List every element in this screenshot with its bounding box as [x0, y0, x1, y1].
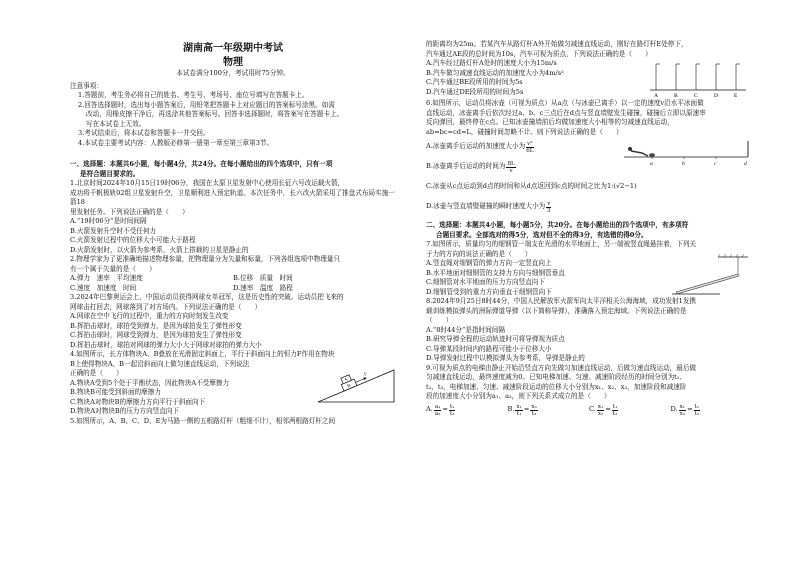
- q6-option-a-text: A.冰壶离手后运动的加速度大小为: [426, 142, 526, 151]
- notes-heading: 注意事项：: [70, 81, 103, 90]
- q8-option-b: B.研究导弹全程的运动轨迹时可将导弹视为质点: [426, 335, 565, 343]
- q6-option-a-fraction: [526, 141, 533, 154]
- q6-line: 6.如图所示，运动员将冰壶（可视为质点）从a点（与冰壶已离手）以一定的速度v沿水平冰面做: [426, 99, 704, 107]
- q2-option-c: C.速度 加速度 时间: [70, 283, 137, 292]
- q1-option-a: A.“19时06分”是时间间隔: [70, 217, 147, 225]
- q8-option-d: D.导弹发射过程中以模拟弹头为参考系，导弹是静止的: [426, 354, 585, 362]
- q6-option-c-text: C.冰壶从c点运动到d点的时间和从d点返回到c点的时间之比为1:(√2−1): [426, 182, 637, 191]
- q4-option-c: C.物块A对物块B的摩擦力方向平行于斜面向下: [70, 397, 206, 406]
- q5-line: 的距离均为25m。若某汽车从路灯杆A外开始做匀减速直线运动，刚好在路灯杆E处停下，: [426, 40, 688, 48]
- q4-line: 正确的是（ ）: [70, 369, 123, 377]
- steel-pipe-figure: [672, 254, 750, 298]
- numerator: t₁: [449, 403, 455, 410]
- fraction-left: [597, 404, 604, 417]
- left-column: [70, 40, 396, 426]
- q5-option-d: D.汽车通过DE段所用的时间为5s: [426, 87, 524, 96]
- q6-option-c: [426, 177, 752, 197]
- q9-options: [426, 404, 752, 417]
- q2-option-d: D.速率 温度 路程: [233, 283, 293, 292]
- note-item: 3.考试结束后，将本试卷和答题卡一并交回。: [78, 129, 210, 137]
- q6-line: 直线运动，冰壶离手后依次经过a、b、c三点后在d点与竖直墙壁发生碰撞，碰撞后立即以原速率: [426, 108, 706, 117]
- q4-option-d: D.物块A对物块B的压力方向竖直向下: [70, 407, 180, 415]
- pole-label: E: [734, 93, 738, 99]
- q3-option-b: B.挥拍击球时，球拍受到弹力，是因为球拍发生了弹性形变: [70, 321, 242, 330]
- q9-option-b: [508, 404, 590, 417]
- q5-option-a: A.汽车经过路灯杆A处时的速度大小为15m/s: [426, 59, 557, 67]
- denominator: v: [509, 167, 513, 174]
- fraction-right: [612, 404, 619, 417]
- q5-option-c: C.汽车通过BE段所用的时间为5s: [426, 78, 523, 86]
- q3-option-d: D.挥拍击球时，球拍对网球的弹力大小大于网球对球拍的弹力大小: [70, 340, 262, 349]
- denominator: 3: [547, 207, 551, 214]
- note-item: 改动，用橡皮擦干净后，再选涂其他答案标号。回答非选择题时，将答案写在答题卡上。: [86, 110, 344, 118]
- point-label: b: [682, 161, 685, 167]
- curling-stone: [649, 153, 655, 157]
- note-item: 4.本试卷主要考试内容：人教版必修第一册第一章至第三章第3节。: [78, 138, 274, 147]
- exam-subject: 物理: [223, 57, 243, 68]
- q4-option-a: A.物块A受到5个处于平衡状态，因此物块A不受摩擦力: [70, 378, 230, 387]
- q1-line: 成功将千帆极轨02组卫星发射升空，卫星顺利进入预定轨道。本次任务中，长六改火箭采用了推盘式布局实施一箭18: [70, 188, 395, 206]
- option-label: A.: [426, 405, 433, 414]
- curling-figure: [622, 139, 752, 169]
- question-9: [426, 364, 752, 417]
- q7-option-b: B.水平地面对细钢管的支持力方向与细钢管垂直: [426, 268, 565, 277]
- q8-line: 8.2024年9月25日8时44分，中国人民解放军火箭军向太平洋相关公海海域，成功发射1发携: [426, 297, 697, 305]
- numerator: 8L: [507, 160, 515, 167]
- q2-line: 有一个属于矢量的是（ ）: [70, 264, 156, 273]
- q3-option-a: A.网球在空中飞行的过程中，重力的方向时刻发生改变: [70, 312, 229, 320]
- q6-line: ab=bc=cd=L，碰撞时间忽略不计。则下列说法正确的是（ ）: [426, 127, 623, 136]
- denominator: t₃: [531, 410, 537, 417]
- option-label: C.: [589, 405, 596, 414]
- q6-option-b-text: B.冰壶离手后运动的时间为: [426, 162, 506, 171]
- steel-pipe: [676, 274, 739, 294]
- equals-sign: =: [523, 405, 530, 414]
- equals-sign: =: [687, 405, 693, 414]
- question-8: [426, 297, 752, 364]
- q7-line: 于力的方向的说法正确的是（ ）: [426, 249, 532, 258]
- q4-option-b: B.物块B可能受到斜面的摩擦力: [70, 388, 161, 396]
- q2-options: [70, 274, 396, 293]
- numerator: t₁: [612, 403, 618, 410]
- option-label: B.: [507, 405, 515, 414]
- q9-option-c: [589, 404, 671, 417]
- question-4: [70, 350, 396, 417]
- q3-line: 网球击打回去，网球落到了对方场内。下列说法正确的是（ ）: [70, 302, 262, 311]
- q9-option-a: [426, 404, 508, 417]
- fraction-left: [515, 404, 522, 417]
- lamp-poles: [656, 64, 740, 90]
- question-1: [70, 179, 396, 255]
- denominator: x₃: [679, 410, 686, 417]
- notes: [70, 82, 396, 149]
- q8-line: 载训练模拟弹头的洲际弹道导弹（以下简称导弹），准确落入预定海域。下列说法正确的是: [426, 306, 687, 315]
- q3-line: 3.2024年巴黎奥运会上，中国运动员获得网球女单冠军，这是历史性的突破。运动员把飞来的: [70, 293, 344, 301]
- point-label: c: [714, 161, 717, 167]
- numerator: x₁: [597, 403, 604, 410]
- fraction-right: [694, 404, 701, 417]
- numerator: t₁: [694, 403, 700, 410]
- note-item: 1.答题前，考生务必将自己的姓名、考生号、考场号、座位号填写在答题卡上。: [78, 91, 309, 99]
- q1-option-c: C.火箭发射过程中的位移大小可能大于路程: [70, 236, 196, 244]
- section2-heading-2: 合题目要求。全部选对的得5分，选对但不全的得3分，有选错的得0分。: [436, 230, 648, 239]
- q6-option-d-text: D.冰壶与竖直墙壁碰撞的瞬时速度大小为: [426, 202, 546, 211]
- denominator: t₃: [449, 410, 455, 417]
- question-5: [426, 40, 752, 97]
- equals-sign: =: [442, 405, 448, 414]
- label-b: B: [346, 382, 352, 389]
- numerator: a₁: [434, 403, 441, 410]
- incline-figure: [316, 364, 396, 404]
- fraction-right: [449, 404, 456, 417]
- exam-info: 本试卷满分100分，考试用时75分钟。: [176, 69, 290, 77]
- note-item: 2.回答选择题时，选出每小题答案后，用铅笔把答题卡上对应题目的答案标号涂黑。如需: [78, 100, 335, 109]
- fraction-left: [434, 404, 442, 417]
- q4-line: B上使得物块A、B一起沿斜面向上做匀速直线运动，下列说法: [70, 359, 250, 368]
- denominator: 6L: [526, 147, 534, 154]
- q2-line: 2.物理学家为了更准确地描述物理参量，把物理量分为矢量和标量，下列各组选项中物理量只: [70, 255, 341, 263]
- q2-option-a: A.弹力 速率 平均速度: [70, 274, 143, 282]
- question-5-start: [70, 417, 396, 427]
- q9-line: 匀减速直线运动，最终速度减为0。已知电梯加速、匀速、减速阶段经历的时间分别为t₁、: [426, 373, 687, 381]
- pole-label: D: [714, 93, 718, 99]
- label-a: A: [343, 376, 349, 383]
- note-item: 写在本试卷上无效。: [86, 119, 146, 128]
- numerator: x₁: [516, 403, 522, 410]
- q5-option-b: B.汽车做匀减速直线运动的加速度大小为4m/s²: [426, 68, 564, 77]
- q1-option-d: D.火箭发射时，以火箭为参考系，火箭上搭载的卫星是静止的: [70, 245, 249, 254]
- q7-option-d: D.细钢管受到的重力方向垂直于细钢管向下: [426, 287, 552, 296]
- denominator: t₁: [516, 410, 522, 417]
- section1-heading: 一、选择题：本题共6小题，每小题4分，共24分。在每小题给出的四个选项中，只有一项: [70, 160, 333, 168]
- right-column: [426, 40, 752, 417]
- q2-option-b: B.位移 质量 时间: [233, 274, 293, 282]
- q5-line: 5.如图所示，A、B、C、D、E为马路一侧的五根路灯杆（粗细不计），相邻两根路灯杆之间: [70, 416, 336, 425]
- fraction-right: [530, 404, 537, 417]
- q8-option-a: A.“8时44分”是指时间间隔: [426, 325, 505, 334]
- q4-line: 4.如图所示，长方体物块A、B叠放在光滑固定斜面上，平行于斜面向上的恒力F作用在物块: [70, 350, 335, 358]
- option-label: D.: [670, 405, 678, 414]
- q6-option-d-fraction: [546, 201, 551, 214]
- fraction-left: [679, 404, 686, 417]
- pole-label: B: [674, 93, 678, 99]
- numerator: x₁: [679, 403, 686, 410]
- pole-label: A: [654, 93, 658, 99]
- point-label: a: [650, 161, 653, 167]
- athlete-body: [631, 151, 648, 156]
- q1-option-b: B.火箭发射升空时不受任何力: [70, 226, 157, 235]
- question-6: [426, 99, 752, 217]
- denominator: t₂: [612, 410, 618, 417]
- q1-line: 里发射任务。下列说法正确的是（ ）: [70, 207, 189, 216]
- q8-line: （ ）: [426, 316, 453, 324]
- exam-title: 湖南高一年级期中考试: [183, 43, 283, 54]
- q8-option-c: C.导弹某段时间内的路程可能小于位移大小: [426, 344, 552, 353]
- q6-line: 反向弹回，最终停在c点。已知冰壶撞墙前后均做加速度大小相等的匀减速直线运动，: [426, 118, 674, 126]
- denominator: x₂: [597, 410, 604, 417]
- numerator: v: [547, 200, 551, 207]
- q6-option-d: [426, 197, 752, 217]
- point-label: d: [744, 161, 747, 167]
- question-3: [70, 293, 396, 350]
- q1-line: 1.北京时间2024年10月15日19时06分，我国在太原卫星发射中心使用长征六号改运载火箭，: [70, 179, 345, 187]
- numerator: x₃: [531, 403, 537, 410]
- section2-heading: 二、选择题：本题共4小题，每小题5分，共20分。在每小题给出的四个选项中，有多项符: [426, 221, 689, 229]
- q7-option-c: C.细钢管对水平地面的压力方向竖直向下: [426, 278, 545, 286]
- q3-option-c: C.挥拍击球时，网球受到弹力，是因为球拍发生了弹性形变: [70, 331, 242, 339]
- street-lamp-figure: [648, 50, 748, 100]
- label-f: F: [363, 371, 368, 377]
- question-7: [426, 240, 752, 297]
- section1-heading-2: 是符合题目要求的。: [80, 169, 140, 178]
- denominator: t₃: [694, 410, 700, 417]
- q9-line: 段的加速度大小分别为a₁、a₃，则下列关系式成立的是（ ）: [426, 392, 611, 400]
- q6-option-b-fraction: [506, 161, 515, 174]
- q7-option-a: A.竖直绳对细钢管的弹力方向一定竖直向上: [426, 259, 552, 267]
- q5-line: 汽车通过AE段的总时间为10s，汽车可视为质点，下列说法正确的是（ ）: [426, 49, 652, 58]
- equals-sign: =: [605, 405, 611, 414]
- denominator: a₃: [434, 410, 441, 417]
- q9-line: t₂、t₃，电梯加速、匀速、减速阶段运动的位移大小分别为x₁、x₂、x₃，加速阶段和减速阶: [426, 382, 687, 391]
- pole-label: C: [694, 93, 698, 99]
- question-2: [70, 255, 396, 293]
- q9-option-d: [671, 404, 753, 417]
- numerator: v²: [527, 140, 533, 147]
- q9-line: 9.可视为质点的电梯由静止开始沿竖直方向先做匀加速直线运动，后做匀速直线运动，最后做: [426, 363, 697, 372]
- q7-line: 7.如图所示，质量均匀的细钢管一端支在光滑的水平地面上，另一端被竖直绳悬挂着，下列关: [426, 240, 697, 248]
